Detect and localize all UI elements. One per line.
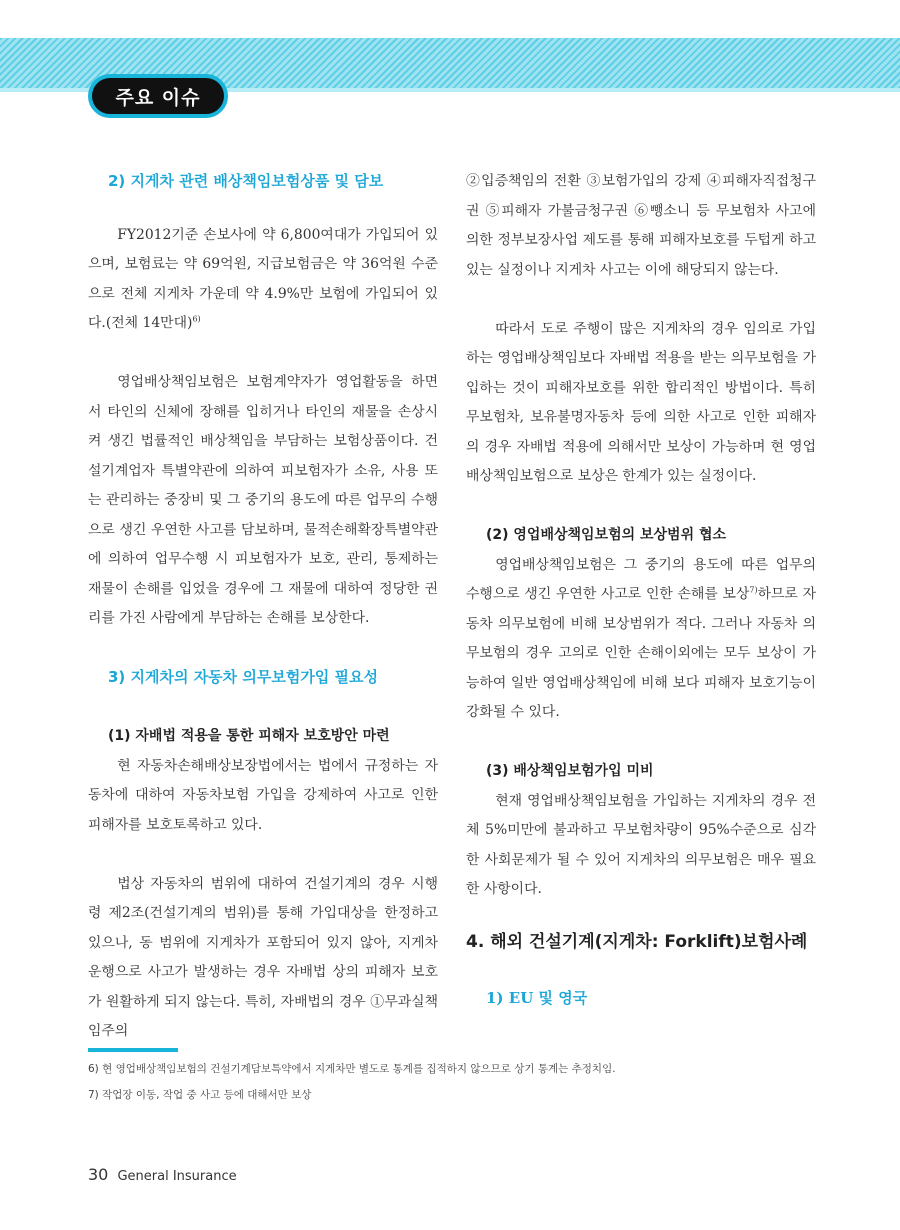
paragraph-continued: ②입증책임의 전환 ③보험가입의 강제 ④피해자직접청구권 ⑤피해자 가불금청구권 ⑥뺑소니 등 무보험차 사고에 의한 정부보장사업 제도를 통해 피해자보호를 두텁게 하고 있는 실정이나 지게차 사고는 이에 해당되지 않는다. bbox=[466, 173, 816, 278]
page-footer bbox=[88, 1165, 237, 1184]
page-number: 30 bbox=[88, 1165, 109, 1184]
footnote-6: 6) 현 영업배상책임보험의 건설기계담보특약에서 지게차만 별도로 통계를 집적하지 않으므로 상기 통계는 추정치임. bbox=[88, 1063, 616, 1075]
paragraph-victim-protection: 현 자동차손해배상보장법에서는 법에서 규정하는 자동차에 대하여 자동차보험 가입을 강제하여 사고로 인한 피해자를 보호토록하고 있다. bbox=[88, 757, 438, 833]
footnote-7: 7) 작업장 이동, 작업 중 사고 등에 대해서만 보상 bbox=[88, 1089, 312, 1101]
paragraph-coverage-scope: 영업배상책임보험은 그 중기의 용도에 따른 업무의 수행으로 생긴 우연한 사고로 인한 손해를 보상$^{7)}$하므로 자동차 의무보험에 비해 보상범위가 적다. 그러나 자동차 의무보험의 경우 고의로 인한 손해이외에는 모두 보상이 가능하여 일반 영업배상책임에 비해 보다 피해자 보호기능이 강화될 수 있다. bbox=[466, 556, 816, 720]
right-column bbox=[466, 167, 816, 1013]
left-column bbox=[88, 167, 438, 1047]
paragraph-insufficient-coverage: 현재 영업배상책임보험을 가입하는 지게차의 경우 전체 5%미만에 불과하고 무보험차량이 95%수준으로 심각한 사회문제가 될 수 있어 지게차의 의무보험은 매우 필요한 사항이다. bbox=[466, 792, 816, 897]
publication-name: General Insurance bbox=[117, 1169, 237, 1184]
paragraph-stats: FY2012기준 손보사에 약 6,800여대가 가입되어 있으며, 보험료는 약 69억원, 지급보험금은 약 36억원 수준으로 전체 지게차 가운데 약 4.9%만 보험에 가입되어 있다.(전체 14만대)$^{6)}$ bbox=[88, 226, 438, 331]
section-title-2: 2) 지게차 관련 배상책임보험상품 및 담보 bbox=[108, 172, 384, 190]
paragraph-mandatory-insurance: 따라서 도로 주행이 많은 지게차의 경우 임의로 가입하는 영업배상책임보다 자배법 적용을 받는 의무보험을 가입하는 것이 피해자보호를 위한 합리적인 방법이다. 특히 무보험차, 보유불명자동차 등에 의한 사고로 인한 피해자의 경우 자배법 적용에 의해서만 보상이 가능하며 현 영업배상책임보험으로 보상은 한계가 있는 실정이다. bbox=[466, 320, 816, 484]
footnote-divider bbox=[88, 1048, 178, 1052]
section-title-4-1: 1) EU 및 영국 bbox=[486, 988, 588, 1007]
footnote-ref-7: 7) bbox=[749, 585, 758, 595]
paragraph-law-scope: 법상 자동차의 범위에 대하여 건설기계의 경우 시행령 제2조(건설기계의 범위)를 통해 가입대상을 한정하고 있으나, 동 범위에 지게차가 포함되어 있지 않아, 지게차 운행으로 사고가 발생하는 경우 자배법 상의 피해자 보호가 원활하게 되지 않는다. 특히, 자배법의 경우 ①무과실책임주의 bbox=[88, 875, 438, 1039]
subsection-title-3-3: (3) 배상책임보험가입 미비 bbox=[486, 763, 654, 779]
subsection-title-3-2: (2) 영업배상책임보험의 보상범위 협소 bbox=[486, 527, 727, 543]
footnote-ref-6: 6) bbox=[192, 314, 201, 324]
section-badge: 주요 이슈 bbox=[88, 74, 228, 118]
paragraph-liability-insurance: 영업배상책임보험은 보험계약자가 영업활동을 하면서 타인의 신체에 장해를 입히거나 타인의 재물을 손상시켜 생긴 법률적인 배상책임을 부담하는 보험상품이다. 건설기계업자 특별약관에 의하여 피보험자가 소유, 사용 또는 관리하는 중장비 및 그 중기의 용도에 따른 업무의 수행으로 생긴 우연한 사고를 담보하며, 물적손해확장특별약관에 의하여 업무수행 시 피보험자가 보호, 관리, 통제하는 재물이 손해를 입었을 경우에 그 재물에 대하여 정당한 권리를 가진 사람에게 부담하는 손해를 보상한다. bbox=[88, 374, 438, 626]
subsection-title-3-1: (1) 자배법 적용을 통한 피해자 보호방안 마련 bbox=[108, 728, 390, 744]
section-title-3: 3) 지게차의 자동차 의무보험가입 필요성 bbox=[108, 668, 379, 686]
section-title-4: 4. 해외 건설기계(지게차: Forklift)보험사례 bbox=[466, 931, 808, 952]
